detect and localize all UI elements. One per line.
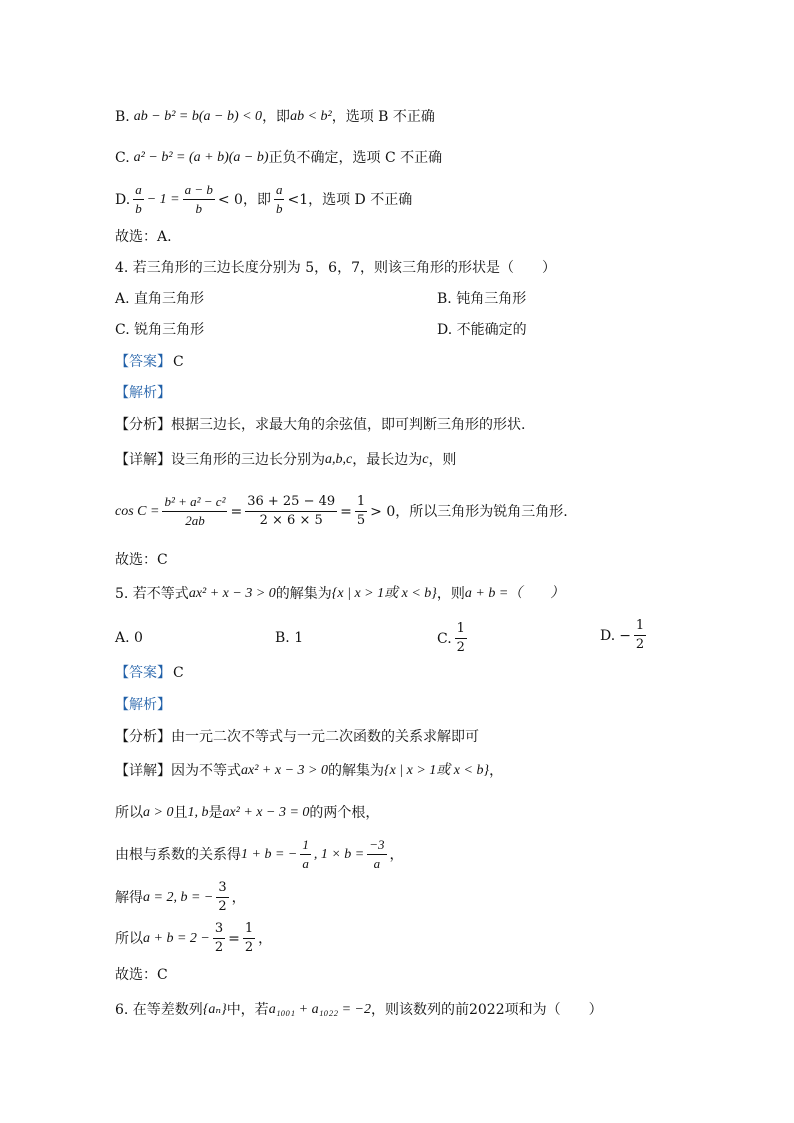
q4-option-b: B. 钝角三角形 [437,291,527,307]
solution-line-b: B. ab − b² = b(a − b) < 0 ，即 ab < b² ，选项 B 不正确 [115,109,435,125]
question-6: 6. 在等差数列 {aₙ} 中，若 a₁₀₀₁ + a₁₀₂₂ = −2 ，则该数列的前 2022 项和为（ ） [115,1002,603,1018]
fraction: $\frac{a}{b}$ [135,182,142,217]
solution-line-c: C. a² − b² = (a + b)(a − b) 正负不确定，选项 C 不正确 [115,150,443,166]
solution-step: 所以 a + b = 2 − $\frac{3}{2}$ = $\frac{1}{2}$ ， [115,921,273,956]
choose-line: 故选：C [115,967,168,983]
fraction: $\frac{1}{2}$ [244,921,254,956]
math-expression: ab − b² = b(a − b) < 0 [133,109,263,124]
q5-option-a: A. 0 [115,630,143,646]
q5-option-c: C. $\frac{1}{2}$ [437,621,465,656]
fraction: $\frac{1}{2}$ [456,621,465,656]
fraction: $\frac{3}{2}$ [218,880,227,915]
fraction: $\frac{a - b}{b}$ [184,182,213,217]
analysis-heading: 【解析】 [115,697,171,713]
math-expression: ab < b² [290,109,332,124]
q4-option-d: D. 不能确定的 [437,322,527,338]
answer-line: 【答案】 C [115,354,184,370]
q4-option-a: A. 直角三角形 [115,291,205,307]
fenxi-line: 【分析】 由一元二次不等式与一元二次函数的关系求解即可 [115,729,479,745]
solution-step: 解得 a = 2, b = − $\frac{3}{2}$ ， [115,880,246,915]
analysis-heading: 【解析】 [115,385,171,401]
answer-tag: 【答案】 [115,354,171,370]
question-5: 5. 若不等式 ax² + x − 3 > 0 的解集为 {x | x > 1或 x < b} ，则 a + b =（ ） [115,586,565,602]
cosine-formula-line: cos C = $\frac{\text{b² + a² − c²}}{2ab}$ = $\frac{36 + 25 - 49}{2 \times 6 \times 5}$ = $\frac{1}{5}$ > 0，所以三角形为锐角三角形. [115,494,568,529]
fraction: $\frac{1}{2}$ [635,618,645,653]
fraction: $\frac{1}{5}$ [356,494,366,529]
fraction: $\frac{-3}{a}$ [369,837,385,872]
q5-option-d: D. − $\frac{1}{2}$ [600,618,645,653]
q5-option-b: B. 1 [275,630,304,646]
xiangjie-line: 【详解】 因为不等式 ax² + x − 3 > 0 的解集为 {x | x > 1或 x < b} ， [115,763,504,779]
q4-option-c: C. 锐角三角形 [115,322,205,338]
xiangjie-line: 【详解】 设三角形的三边长分别为 a,b,c ，最长边为 c ，则 [115,452,457,468]
question-4: 4. 若三角形的三边长度分别为 5，6，7，则该三角形的形状是（ ） [115,260,556,276]
solution-step: 由根与系数的关系得 1 + b = − $\frac{1}{a}$ , 1 × b = $\frac{-3}{a}$ ， [115,837,404,872]
answer-line: 【答案】 C [115,665,184,681]
fraction: $\frac{1}{a}$ [302,837,309,872]
fraction: $\frac{\text{b² + a² − c²}}{2ab}$ [164,494,226,529]
answer-tag: 【答案】 [115,665,171,681]
fenxi-line: 【分析】 根据三边长，求最大角的余弦值，即可判断三角形的形状. [115,417,526,433]
fraction: $\frac{3}{2}$ [214,921,224,956]
solution-step: 所以 a > 0 且 1, b 是 ax² + x − 3 = 0 的两个根， [115,805,380,821]
solution-line-d: D. $\frac{a}{b}$ − 1 = $\frac{a - b}{b}$ < 0，即 $\frac{a}{b}$ <1，选项 D 不正确 [115,182,413,217]
math-expression: a² − b² = (a + b)(a − b) [133,150,269,165]
fraction: $\frac{a}{b}$ [275,182,283,217]
fraction: $\frac{36 + 25 - 49}{2 \times 6 \times 5}$ [247,494,336,529]
choose-line: 故选：A. [115,229,172,245]
choose-line: 故选：C [115,552,168,568]
